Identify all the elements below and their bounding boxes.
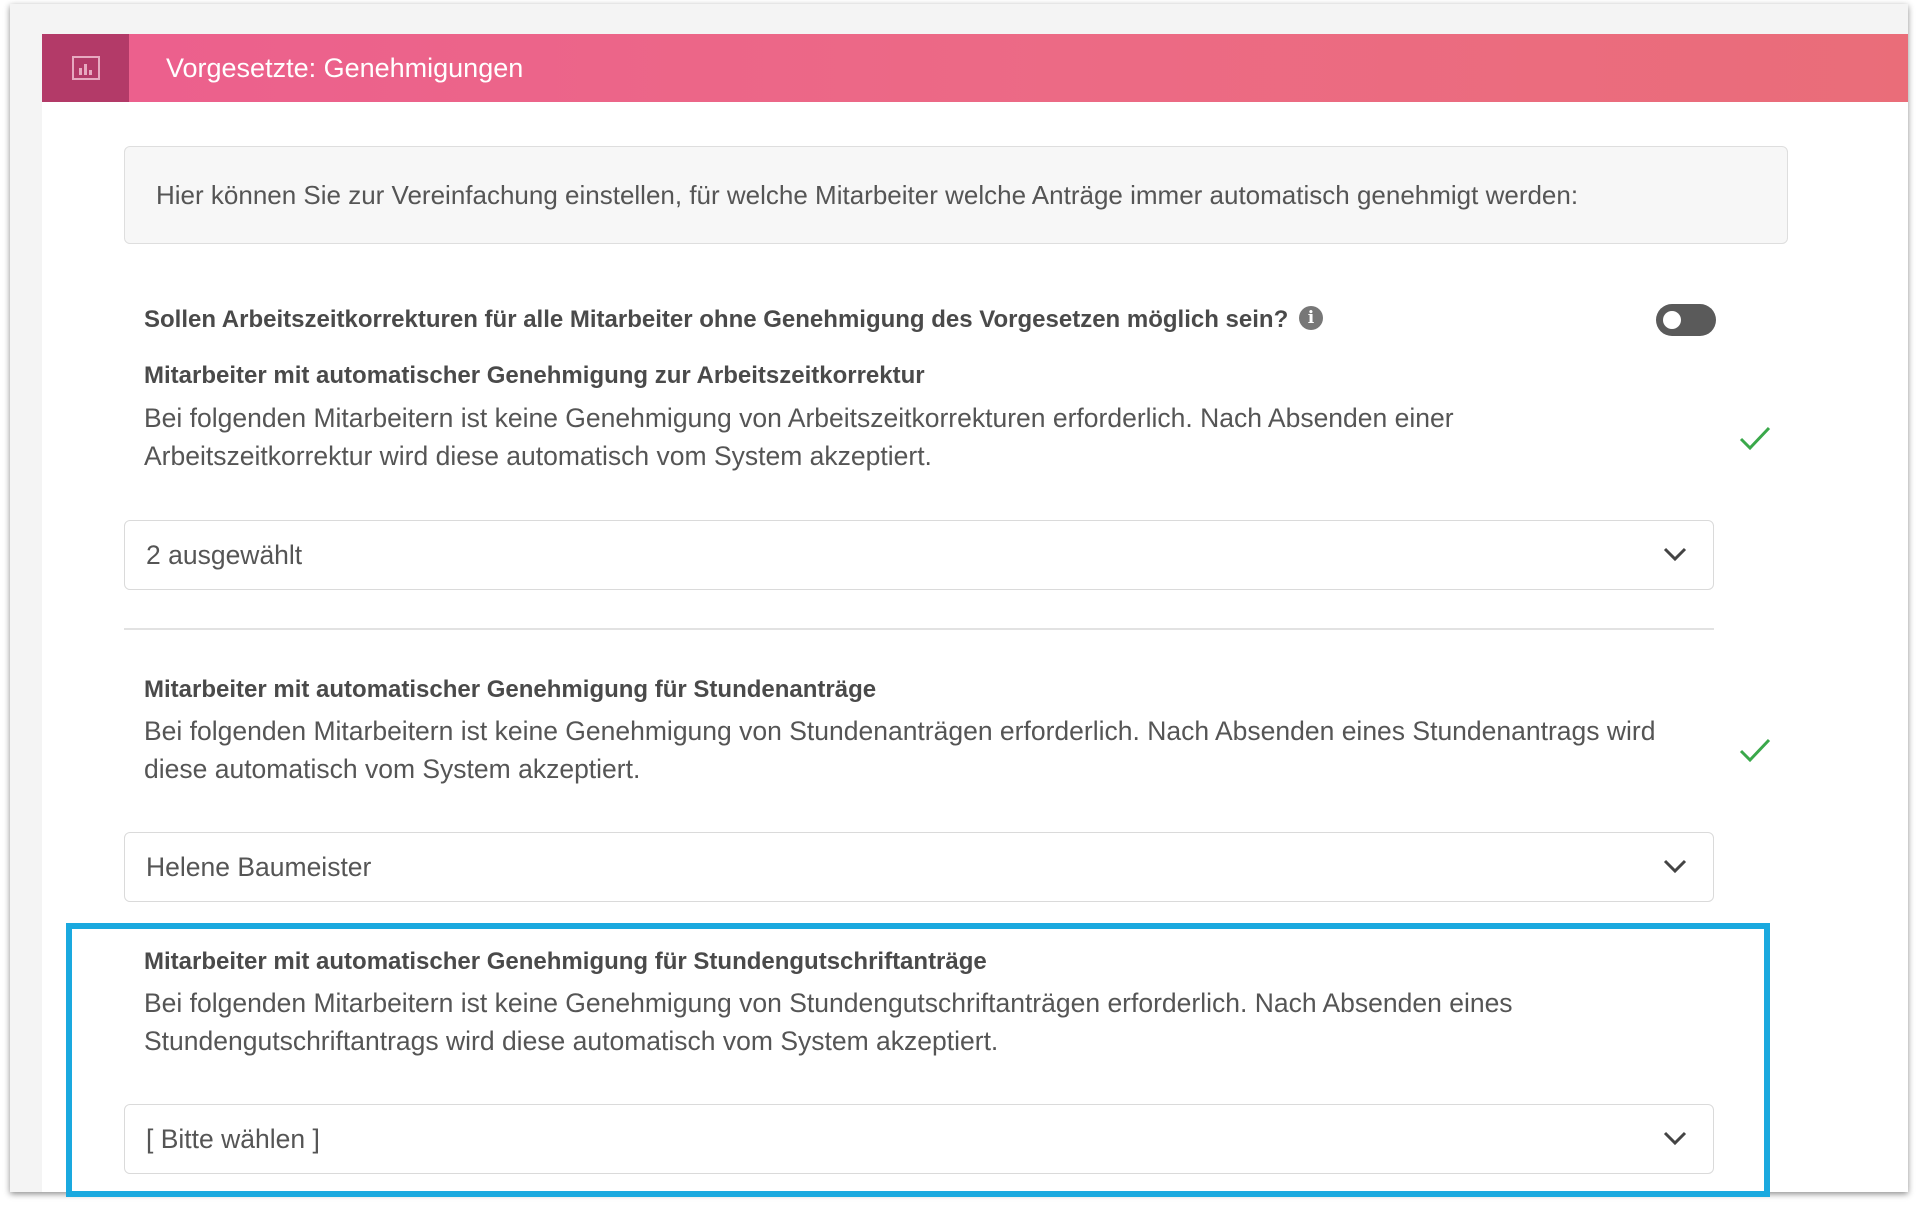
section-desc-line: Bei folgenden Mitarbeitern ist keine Genehmigung von Arbeitszeitkorrekturen erforderlich. Nach Absenden einer: [144, 403, 1454, 433]
chevron-down-icon: [1663, 546, 1687, 562]
section-desc-line: diese automatisch vom System akzeptiert.: [144, 754, 641, 784]
select-value: 2 ausgewählt: [146, 540, 303, 570]
select-stundengutschrift[interactable]: [124, 1104, 1714, 1174]
global-correction-toggle[interactable]: [1656, 304, 1716, 336]
toggle-knob: [1663, 311, 1681, 329]
section-desc-stundengutschrift: [144, 984, 1744, 1060]
section-title-stundenantraege: Mitarbeiter mit automatischer Genehmigung für Stundenanträge: [144, 676, 877, 703]
section-desc-line: Bei folgenden Mitarbeitern ist keine Genehmigung von Stundengutschriftanträgen erforderlich. Nach Absenden eines: [144, 988, 1513, 1018]
section-desc-stundenantraege: [144, 712, 1744, 788]
info-icon[interactable]: i: [1299, 306, 1323, 330]
select-stundenantraege[interactable]: [124, 832, 1714, 902]
check-icon: [1738, 736, 1772, 764]
select-value: [ Bitte wählen ]: [146, 1124, 320, 1154]
card-header: [42, 34, 1908, 102]
page-title: Vorgesetzte: Genehmigungen: [166, 53, 524, 83]
select-value: Helene Baumeister: [146, 852, 372, 882]
header-icon-container: [42, 34, 129, 102]
global-correction-question: Sollen Arbeitszeitkorrekturen für alle Mitarbeiter ohne Genehmigung des Vorgesetzen möglich sein?: [144, 306, 1289, 333]
section-desc-arbeitszeitkorrektur: [144, 399, 1744, 475]
section-divider: [124, 628, 1714, 630]
approvals-card: [42, 34, 1908, 1192]
select-arbeitszeitkorrektur[interactable]: [124, 520, 1714, 590]
section-desc-line: Arbeitszeitkorrektur wird diese automatisch vom System akzeptiert.: [144, 441, 932, 471]
section-desc-line: Stundengutschriftantrags wird diese automatisch vom System akzeptiert.: [144, 1026, 999, 1056]
section-title-stundengutschrift: Mitarbeiter mit automatischer Genehmigung für Stundengutschriftanträge: [144, 948, 987, 975]
info-box: [124, 146, 1788, 244]
info-text: Hier können Sie zur Vereinfachung einstellen, für welche Mitarbeiter welche Anträge immer automatisch genehmigt werden:: [156, 180, 1579, 210]
bar-chart-icon: [72, 56, 100, 80]
section-title-arbeitszeitkorrektur: Mitarbeiter mit automatischer Genehmigung zur Arbeitszeitkorrektur: [144, 362, 925, 389]
section-desc-line: Bei folgenden Mitarbeitern ist keine Genehmigung von Stundenanträgen erforderlich. Nach Absenden eines Stundenantrags wird: [144, 716, 1656, 746]
chevron-down-icon: [1663, 858, 1687, 874]
chevron-down-icon: [1663, 1130, 1687, 1146]
check-icon: [1738, 424, 1772, 452]
screenshot-frame: [10, 4, 1908, 1192]
